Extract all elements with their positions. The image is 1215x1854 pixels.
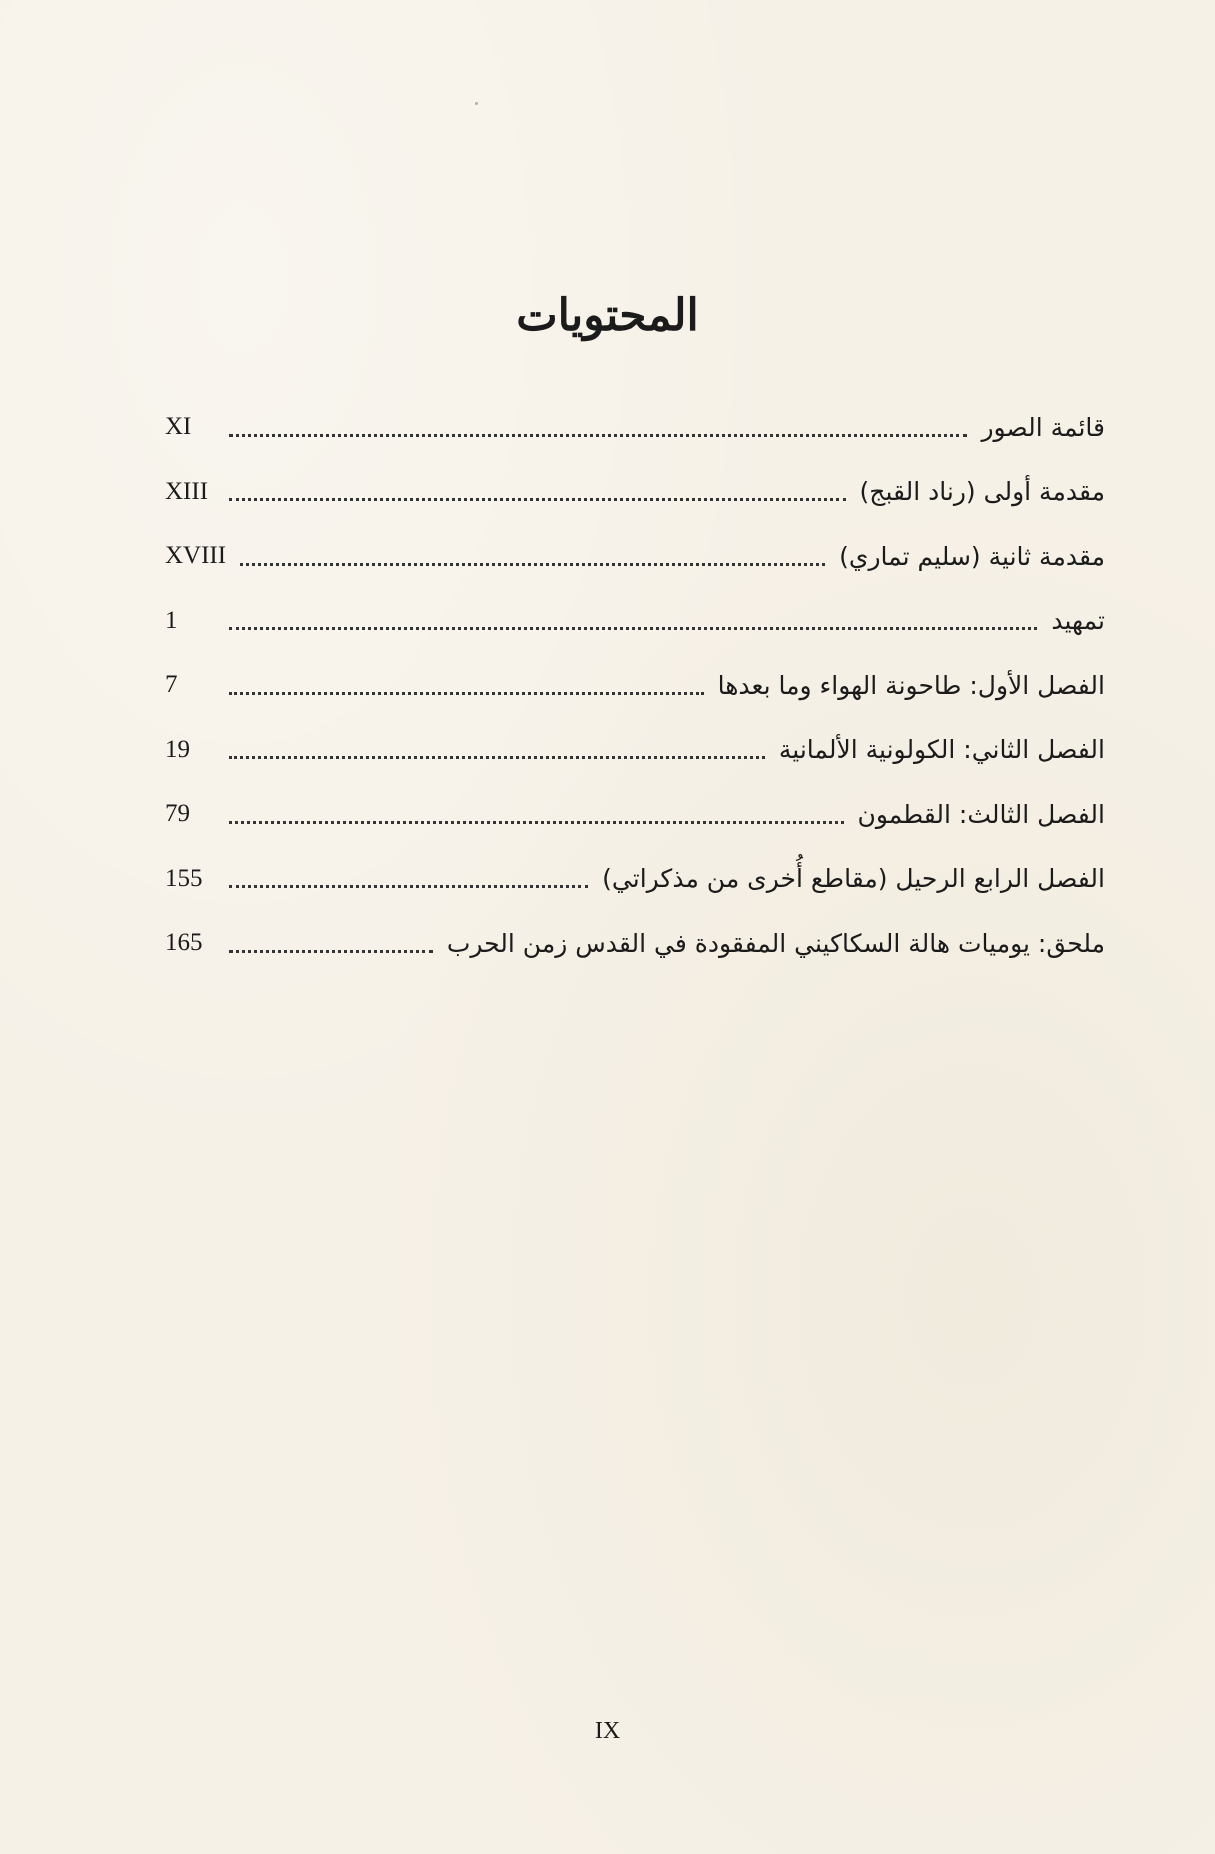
toc-entry-first-introduction	[165, 460, 1105, 525]
toc-entry-chapter-2	[165, 718, 1105, 783]
dot-leader	[229, 627, 1037, 630]
toc-entry-page: 79	[165, 800, 190, 828]
dot-leader	[229, 498, 846, 501]
toc-entry-page: 1	[165, 606, 178, 634]
toc-entry-page: 165	[165, 929, 203, 957]
toc-entry-page: XVIII	[165, 542, 227, 570]
toc-entry-page: 19	[165, 735, 190, 763]
dot-leader	[229, 950, 433, 953]
dot-leader	[229, 821, 844, 824]
toc-entry-label: الفصل الثاني: الكولونية الألمانية	[778, 735, 1105, 765]
dot-leader	[229, 692, 704, 695]
toc-entry-chapter-1	[165, 653, 1105, 718]
toc-entry-label: تمهيد	[1051, 606, 1105, 636]
toc-entry-page: XI	[165, 413, 192, 441]
toc-entry-label: الفصل الأول: طاحونة الهواء وما بعدها	[717, 670, 1105, 700]
paper-speck	[475, 102, 478, 105]
toc-entry-label: مقدمة ثانية (سليم تماري)	[839, 541, 1105, 571]
toc-entry-chapter-3	[165, 782, 1105, 847]
toc-entry-label: ملحق: يوميات هالة السكاكيني المفقودة في القدس زمن الحرب	[446, 928, 1105, 958]
toc-entry-preface	[165, 589, 1105, 654]
dot-leader	[229, 434, 967, 437]
table-of-contents	[165, 395, 1105, 976]
toc-entry-second-introduction	[165, 524, 1105, 589]
dot-leader	[229, 756, 765, 759]
toc-entry-label: الفصل الثالث: القطمون	[857, 799, 1105, 829]
page-number: IX	[594, 1718, 621, 1744]
toc-entry-page: 7	[165, 671, 178, 699]
dot-leader	[229, 885, 588, 888]
toc-entry-label: مقدمة أولى (رناد القبج)	[859, 477, 1105, 507]
toc-entry-label: الفصل الرابع الرحيل (مقاطع أُخرى من مذكراتي)	[602, 864, 1105, 894]
toc-entry-list-of-images	[165, 395, 1105, 460]
toc-entry-page: 155	[165, 864, 203, 892]
toc-entry-chapter-4	[165, 847, 1105, 912]
toc-entry-label: قائمة الصور	[981, 412, 1105, 442]
dot-leader	[240, 563, 825, 566]
toc-entry-page: XIII	[165, 477, 209, 505]
page-title: المحتويات	[516, 290, 699, 341]
toc-entry-appendix	[165, 911, 1105, 976]
